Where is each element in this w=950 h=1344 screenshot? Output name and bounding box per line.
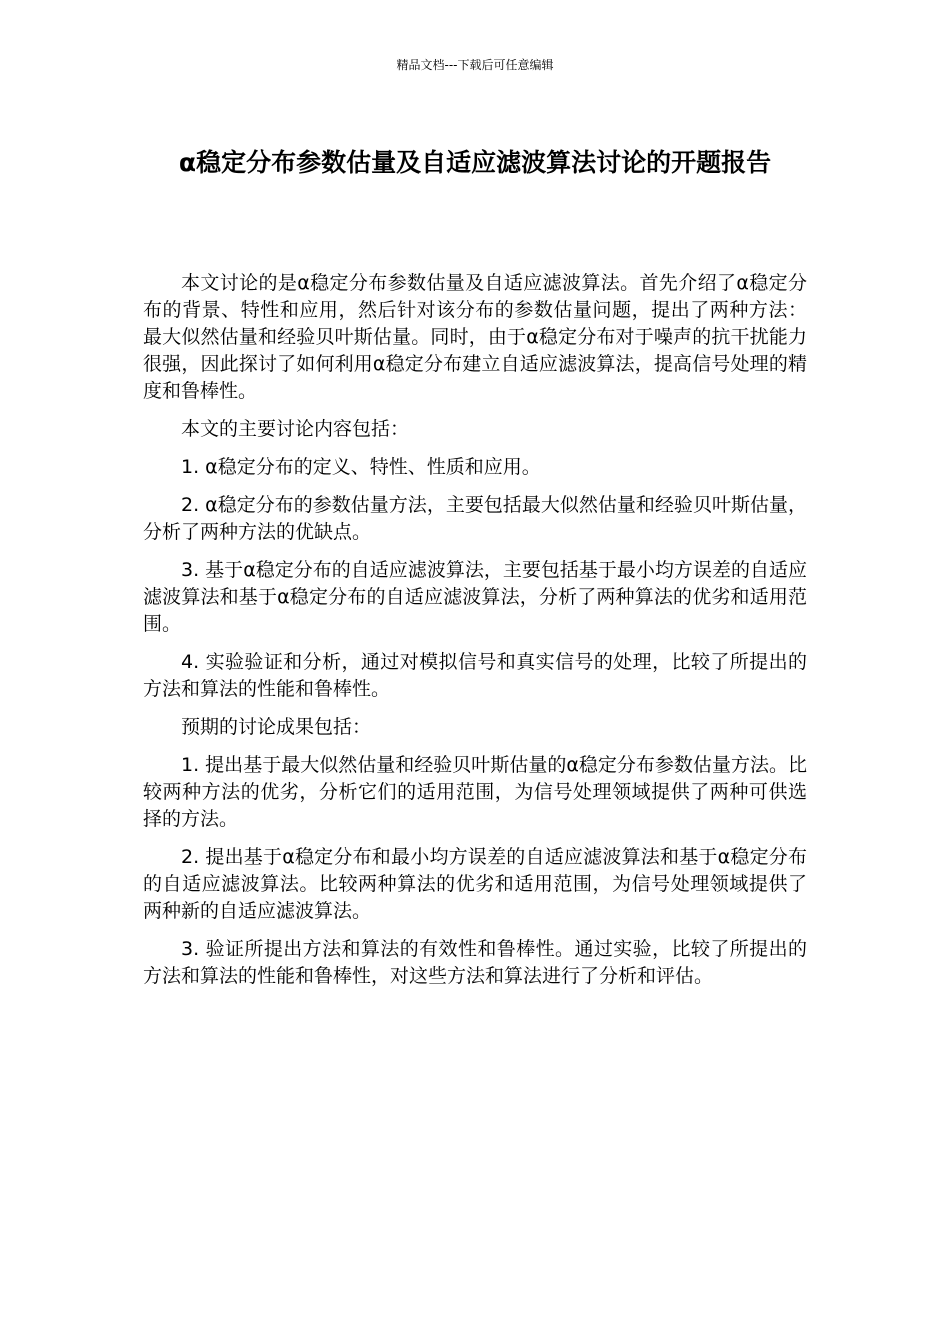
document-title: α稳定分布参数估量及自适应滤波算法讨论的开题报告 <box>178 148 772 177</box>
paragraph-contents-item-2: 2. α稳定分布的参数估量方法，主要包括最大似然估量和经验贝叶斯估量，分析了两种方法的优缺点。 <box>143 494 807 543</box>
paragraph-results-item-3: 3. 验证所提出方法和算法的有效性和鲁棒性。通过实验，比较了所提出的方法和算法的性能和鲁棒性，对这些方法和算法进行了分析和评估。 <box>143 938 807 987</box>
paragraph-contents-item-4: 4. 实验验证和分析，通过对模拟信号和真实信号的处理，比较了所提出的方法和算法的性能和鲁棒性。 <box>143 651 807 700</box>
paragraph-contents-heading: 本文的主要讨论内容包括： <box>181 418 410 440</box>
paragraph-results-item-2: 2. 提出基于α稳定分布和最小均方误差的自适应滤波算法和基于α稳定分布的自适应滤波算法。比较两种算法的优劣和适用范围，为信号处理领域提供了两种新的自适应滤波算法。 <box>143 846 807 922</box>
paragraph-contents-item-3: 3. 基于α稳定分布的自适应滤波算法，主要包括基于最小均方误差的自适应滤波算法和基于α稳定分布的自适应滤波算法，分析了两种算法的优劣和适用范围。 <box>143 559 807 635</box>
paragraph-intro: 本文讨论的是α稳定分布参数估量及自适应滤波算法。首先介绍了α稳定分布的背景、特性和应用，然后针对该分布的参数估量问题，提出了两种方法：最大似然估量和经验贝叶斯估量。同时，由于α稳定分布对于噪声的抗干扰能力很强，因此探讨了如何利用α稳定分布建立自适应滤波算法，提高信号处理的精度和鲁棒性。 <box>143 272 807 402</box>
paragraph-contents-item-1: 1. α稳定分布的定义、特性、性质和应用。 <box>181 456 541 478</box>
document-body <box>143 270 807 1001</box>
paragraph-results-heading: 预期的讨论成果包括： <box>181 716 372 738</box>
page-header: 精品文档---下载后可任意编辑 <box>396 58 554 72</box>
paragraph-results-item-1: 1. 提出基于最大似然估量和经验贝叶斯估量的α稳定分布参数估量方法。比较两种方法的优劣，分析它们的适用范围，为信号处理领域提供了两种可供选择的方法。 <box>143 754 807 830</box>
